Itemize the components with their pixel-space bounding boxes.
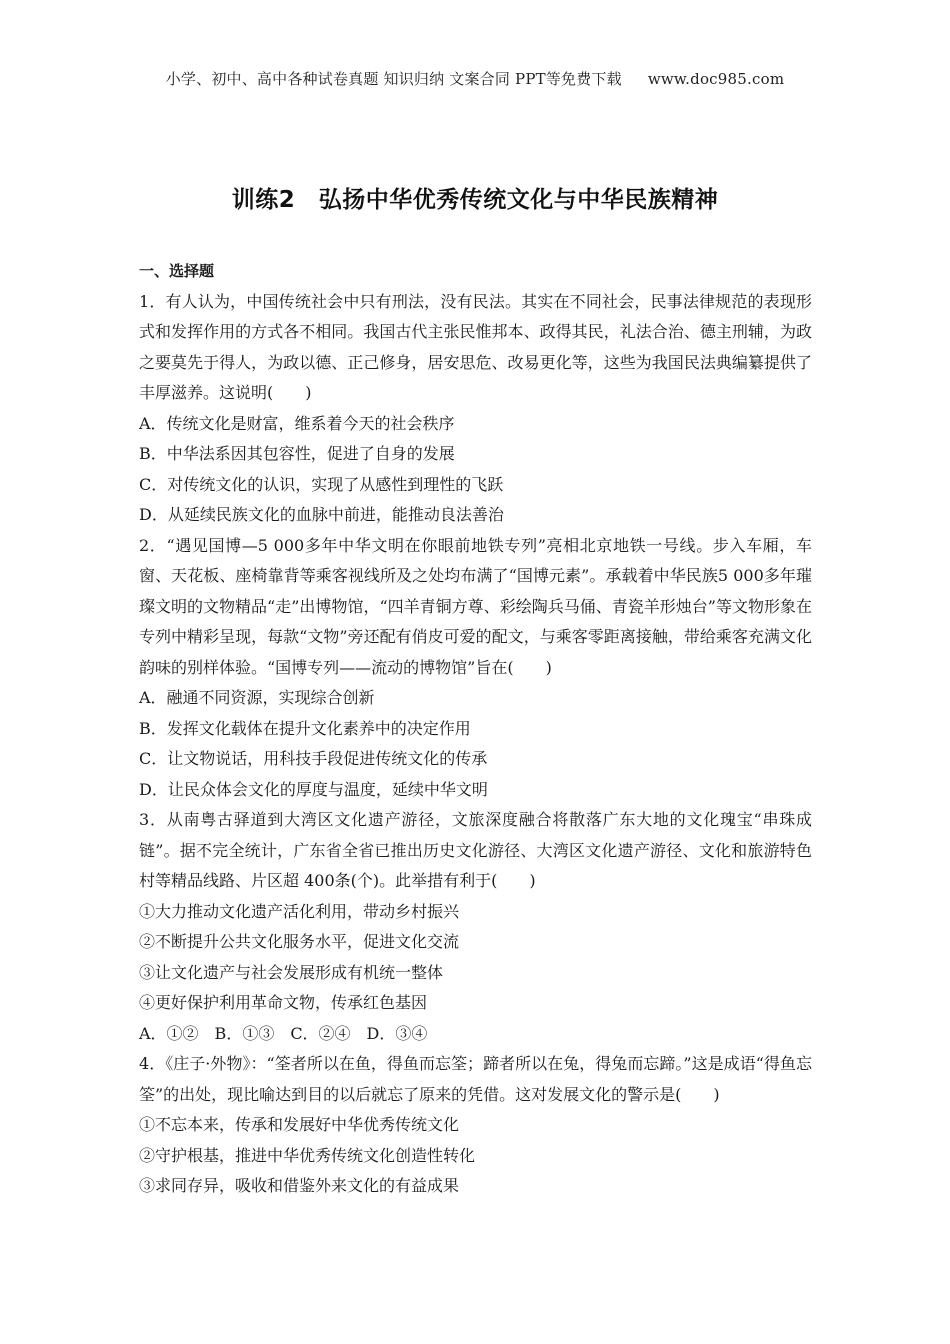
page-title: 训练2 弘扬中华优秀传统文化与中华民族精神 [231,187,719,213]
section-heading: 一、选择题 [139,262,215,280]
question-1-stem: 1．有人认为，中国传统社会中只有刑法，没有民法。其实在不同社会，民事法律规范的表现形式和发挥作用的方式各不相同。我国古代主张民惟邦本、政得其民，礼法合治、德主刑辅，为政之要莫先于得人，为政以德、正己修身，居安思危、改易更化等，这些为我国民法典编纂提供了丰厚滋养。这说明( ) [139,291,812,402]
question-2-stem: 2．“遇见国博—5 000多年中华文明在你眼前地铁专列”亮相北京地铁一号线。步入车厢，车窗、天花板、座椅靠背等乘客视线所及之处均布满了“国博元素”。承载着中华民族5 000多年璀璨文明的文物精品“走”出博物馆，“四羊青铜方尊、彩绘陶兵马俑、青瓷羊形烛台”等文物形象在专列中精彩呈现，每款“文物”旁还配有俏皮可爱的配文，与乘客零距离接触，带给乘客充满文化韵味的别样体验。“国博专列——流动的博物馆”旨在( ) [139,535,812,677]
question-3-item-4: ④更好保护利用革命文物，传承红色基因 [139,993,428,1012]
question-1-option-b: B．中华法系因其包容性，促进了自身的发展 [139,444,455,463]
question-3-item-2: ②不断提升公共文化服务水平，促进文化交流 [139,932,460,951]
page-header [0,68,950,89]
header-text: 小学、初中、高中各种试卷真题 知识归纳 文案合同 PPT等免费下载 [165,70,622,88]
question-1-option-c: C．对传统文化的认识，实现了从感性到理性的飞跃 [139,474,504,494]
header-site-link[interactable]: www.doc985.com [647,70,785,88]
question-2-option-c: C．让文物说话，用科技手段促进传统文化的传承 [139,749,488,768]
question-2-option-b: B．发挥文化载体在提升文化素养中的决定作用 [139,718,471,738]
question-4-item-1: ①不忘本来，传承和发展好中华优秀传统文化 [139,1115,460,1134]
question-1-option-a: A．传统文化是财富，维系着今天的社会秩序 [139,413,455,433]
question-3-choices: A．①② B．①③ C．②④ D．③④ [139,1023,428,1043]
question-2-option-d: D．让民众体会文化的厚度与温度，延续中华文明 [139,779,488,799]
question-2-option-a: A．融通不同资源，实现综合创新 [139,688,375,707]
question-1-option-d: D．从延续民族文化的血脉中前进，能推动良法善治 [139,505,504,524]
question-4-stem: 4．《庄子·外物》：“筌者所以在鱼，得鱼而忘筌；蹄者所以在兔，得兔而忘蹄。”这是成语“得鱼忘筌”的出处，现比喻达到目的以后就忘了原来的凭借。这对发展文化的警示是( ) [139,1054,812,1104]
question-3-stem: 3．从南粤古驿道到大湾区文化遗产游径，文旅深度融合将散落广东大地的文化瑰宝“串珠成链”。据不完全统计，广东省全省已推出历史文化游径、大湾区文化遗产游径、文化和旅游特色村等精品线路、片区超 400条(个)。此举措有利于( ) [139,810,812,890]
question-4-item-3: ③求同存异，吸收和借鉴外来文化的有益成果 [139,1176,460,1195]
document-body [139,256,812,1202]
question-3-item-1: ①大力推动文化遗产活化利用，带动乡村振兴 [139,901,460,921]
question-4-item-2: ②守护根基，推进中华优秀传统文化创造性转化 [139,1145,476,1165]
question-3-item-3: ③让文化遗产与社会发展形成有机统一整体 [139,962,444,982]
